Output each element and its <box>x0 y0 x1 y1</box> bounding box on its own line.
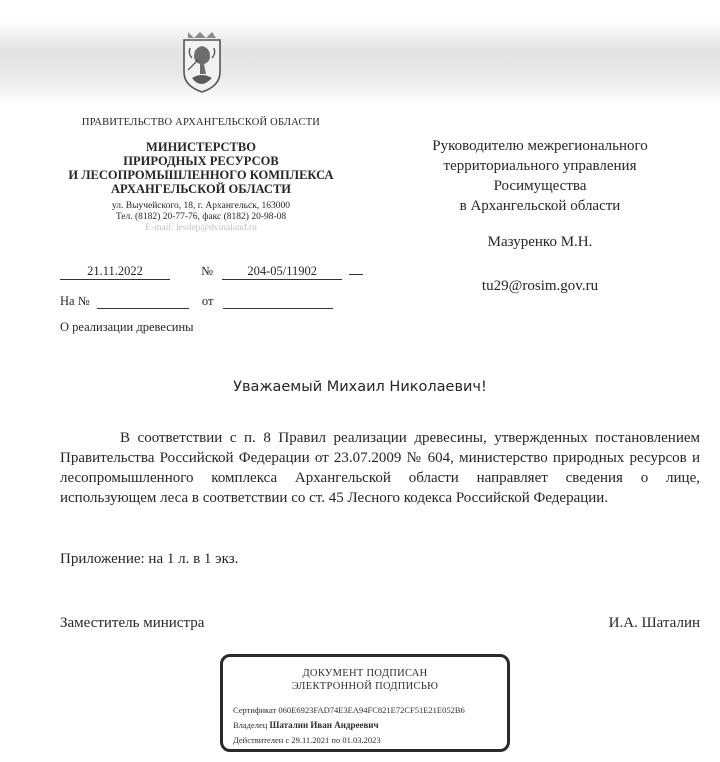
ministry-line-2: ПРИРОДНЫХ РЕСУРСОВ <box>123 154 279 168</box>
registration-underline <box>349 274 363 275</box>
ministry-line-1: МИНИСТЕРСТВО <box>146 140 256 154</box>
email-label: E-mail: <box>145 223 174 233</box>
reference-number-blank <box>97 295 189 309</box>
reference-date-blank <box>223 295 333 309</box>
registration-row <box>60 264 363 280</box>
registration-date: 21.11.2022 <box>60 264 170 280</box>
greeting: Уважаемый Михаил Николаевич! <box>233 379 487 395</box>
signer-name: И.А. Шаталин <box>608 615 700 631</box>
reference-from-label: от <box>201 294 214 308</box>
letter-subject: О реализации древесины <box>60 320 194 334</box>
ministry-line-4: АРХАНГЕЛЬСКОЙ ОБЛАСТИ <box>111 182 291 196</box>
addressee-line-2: территориального управления <box>443 158 637 174</box>
addressee-name: Мазуренко М.Н. <box>487 234 593 250</box>
stamp-validity: Действителен с 29.11.2021 по 01.03.2023 <box>233 735 381 745</box>
reference-number-label: На № <box>60 294 90 308</box>
government-name: ПРАВИТЕЛЬСТВО АРХАНГЕЛЬСКОЙ ОБЛАСТИ <box>81 117 321 128</box>
attachment-note: Приложение: на 1 л. в 1 экз. <box>60 551 239 567</box>
electronic-signature-stamp <box>220 654 510 752</box>
ministry-name <box>60 140 342 196</box>
reference-row <box>60 294 333 309</box>
ministry-contacts <box>60 201 342 234</box>
stamp-title-line-1: ДОКУМЕНТ ПОДПИСАН <box>302 668 428 679</box>
stamp-certificate-label: Сертификат <box>233 705 277 715</box>
stamp-certificate-row <box>233 703 503 718</box>
stamp-title <box>223 667 507 693</box>
ministry-address: ул. Выучейского, 18, г. Архангельск, 163000 <box>111 201 291 211</box>
stamp-details <box>233 703 503 748</box>
signer-position: Заместитель министра <box>60 615 205 631</box>
registration-number-label: № <box>201 264 214 278</box>
stamp-title-line-2: ЭЛЕКТРОННОЙ ПОДПИСЬЮ <box>291 681 439 692</box>
ministry-email-row <box>60 223 342 234</box>
addressee-line-4: в Архангельской области <box>459 198 621 214</box>
addressee-line-3: Росимущества <box>493 178 587 194</box>
letter-body: В соответствии с п. 8 Правил реализации древесины, утвержденных постановлением Правительства Российской Федерации от 23.07.2009 № 604, министерство природных ресурсов и лесопромышленного комплекса Архангельской области направляет сведения о лице, использующем леса в соответствии со ст. 45 Лесного кодекса Российской Федерации. <box>60 430 700 506</box>
stamp-owner-label: Владелец <box>233 720 268 730</box>
ministry-line-3: И ЛЕСОПРОМЫШЛЕННОГО КОМПЛЕКСА <box>68 168 334 182</box>
ministry-phone: Тел. (8182) 20-77-76, факс (8182) 20-98-08 <box>115 212 287 222</box>
stamp-certificate-value: 060E6923FAD74E3EA94FC821E72CF51E21E052B6 <box>278 705 465 715</box>
ministry-email-link[interactable]: lesdep@dvinaland.ru <box>176 223 257 233</box>
addressee-line-1: Руководителю межрегионального <box>432 138 648 154</box>
stamp-owner-value: Шаталин Иван Андреевич <box>269 720 379 730</box>
addressee-email: tu29@rosim.gov.ru <box>481 278 599 294</box>
addressee-block <box>380 136 700 216</box>
registration-number: 204-05/11902 <box>222 264 342 280</box>
stamp-owner-row <box>233 718 503 733</box>
coat-of-arms-icon <box>180 30 224 94</box>
scan-shadow-band <box>0 20 720 106</box>
